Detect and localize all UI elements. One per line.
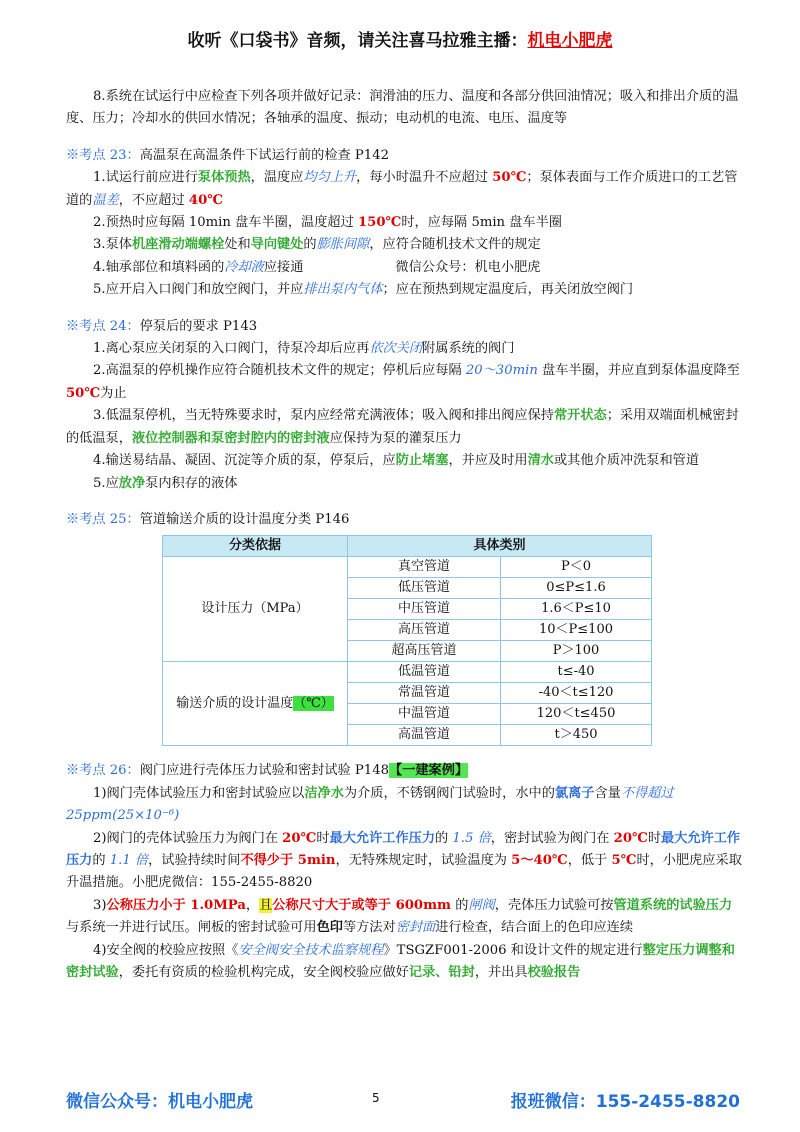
- list-item: 3)公称压力小于 1.0MPa，且公称尺寸大于或等于 600mm 的闸阀，壳体压力试验可按管道系统的试验压力与系统一并进行试压。闸板的密封试验可用色印等方法对密封面进行检查，结合面上的色印应连续: [66, 897, 733, 936]
- wechat-note: 微信公众号：机电小肥虎: [395, 259, 541, 275]
- list-item: 3.泵体机座滑动端螺栓处和导向键处的膨胀间隙，应符合随机技术文件的规定: [93, 237, 541, 253]
- table-row: 中压管道 1.6＜P≤10: [163, 599, 652, 620]
- section-heading: 管道输送介质的设计温度分类 P146: [139, 511, 350, 527]
- section-tag: ※考点 26：: [66, 763, 140, 779]
- table-row: 高温管道 t＞450: [163, 725, 652, 746]
- list-item: 4)安全阀的校验应按照《安全阀安全技术监察规程》TSGZF001-2006 和设计文件的规定进行整定压力调整和密封试验，委托有资质的检验机构完成，安全阀校验应做好记录、铅封，并出具校验报告: [66, 942, 735, 980]
- list-item: 1)阀门壳体试验压力和密封试验应以洁净水为介质，不锈钢阀门试验时，水中的氯离子含量不得超过 25ppm(25×10⁻⁶): [66, 785, 674, 824]
- section-tag: ※考点 25：: [66, 511, 140, 527]
- list-item: 4.输送易结晶、凝固、沉淀等介质的泵，停泵后，应防止堵塞，并应及时用清水或其他介质冲洗泵和管道: [93, 453, 700, 469]
- list-item: 3.低温泵停机，当无特殊要求时，泵内应经常充满液体；吸入阀和排出阀应保持常开状态；采用双端面机械密封的低温泵，液位控制器和泵密封腔内的密封液应保持为泵的灌泵压力: [66, 408, 739, 446]
- list-item: 5.应放净泵内积存的液体: [93, 475, 238, 491]
- table-row: 超高压管道 P＞100: [163, 641, 652, 662]
- list-item: 2)阀门的壳体试验压力为阀门在 20℃时最大允许工作压力的 1.5 倍，密封试验为阀门在 20℃时最大允许工作压力的 1.1 倍，试验持续时间不得少于 5min，无特殊规定时，试验温度为 5～40℃，低于 5℃时，小肥虎应采取升温措施。小肥虎微信：155-2455-8820: [66, 830, 742, 891]
- table-group-label: 设计压力（MPa）: [163, 557, 348, 662]
- classification-table: [162, 535, 652, 746]
- list-item: 1.试运行前应进行泵体预热，温度应均匀上升，每小时温升不应超过 50℃；泵体表面与工作介质进口的工艺管道的温差，不应超过 40℃: [66, 170, 738, 208]
- section-title-23: [66, 145, 742, 167]
- section-heading: 停泵后的要求 P143: [139, 318, 258, 334]
- table-group-label: 输送介质的设计温度（℃）: [163, 662, 348, 746]
- table-row: 低压管道 0≤P≤1.6: [163, 578, 652, 599]
- table-row: 中温管道 120＜t≤450: [163, 704, 652, 725]
- main-content: [66, 86, 742, 984]
- table-row: 设计压力（MPa） 真空管道 P＜0: [163, 557, 652, 578]
- page-header: [0, 26, 800, 51]
- list-item: 1.离心泵应关闭泵的入口阀门，待泵冷却后应再依次关闭附属系统的阀门: [93, 341, 515, 357]
- page-number: 5: [372, 1091, 380, 1105]
- section-heading: 高温泵在高温条件下试运行前的检查 P142: [139, 147, 389, 163]
- footer-contact: 报班微信：155-2455-8820: [510, 1092, 740, 1112]
- section-tag: ※考点 23：: [66, 147, 140, 163]
- table-header: 分类依据: [163, 536, 348, 557]
- section-title-24: [66, 316, 742, 338]
- table-row: 高压管道 10＜P≤100: [163, 620, 652, 641]
- list-item: 5.应开启入口阀门和放空阀门，并应排出泵内气体；应在预热到规定温度后，再关闭放空阀门: [93, 282, 634, 298]
- page-footer: [0, 1087, 800, 1111]
- table-row: 输送介质的设计温度（℃） 低温管道 t≤-40: [163, 662, 652, 683]
- paragraph-item-8: 8.系统在试运行中应检查下列各项并做好记录：润滑油的压力、温度和各部分供回油情况；吸入和排出介质的温度、压力；冷却水的供回水情况；各轴承的温度、振动；电动机的电流、电压、温度等: [66, 89, 739, 127]
- footer-wechat-account: 微信公众号：机电小肥虎: [66, 1092, 253, 1112]
- section-tag: ※考点 24：: [66, 318, 140, 334]
- header-brand: 机电小肥虎: [527, 31, 613, 51]
- table-header: 具体类别: [348, 536, 652, 557]
- list-item: 2.预热时应每隔 10min 盘车半圈，温度超过 150℃时，应每隔 5min 盘车半圈: [93, 215, 562, 231]
- case-badge: 【一建案例】: [388, 763, 469, 779]
- section-heading: 阀门应进行壳体压力试验和密封试验 P148: [139, 763, 389, 779]
- table-row: 常温管道 -40＜t≤120: [163, 683, 652, 704]
- section-title-26: [66, 760, 742, 782]
- list-item: 2.高温泵的停机操作应符合随机技术文件的规定；停机后应每隔 20～30min 盘车半圈，并应直到泵体温度降至 50℃为止: [66, 363, 740, 401]
- list-item: 4.轴承部位和填料函的冷却液应接通 微信公众号：机电小肥虎: [93, 259, 541, 275]
- header-prefix: 收听《口袋书》音频，请关注喜马拉雅主播：: [187, 31, 528, 51]
- section-title-25: [66, 509, 742, 531]
